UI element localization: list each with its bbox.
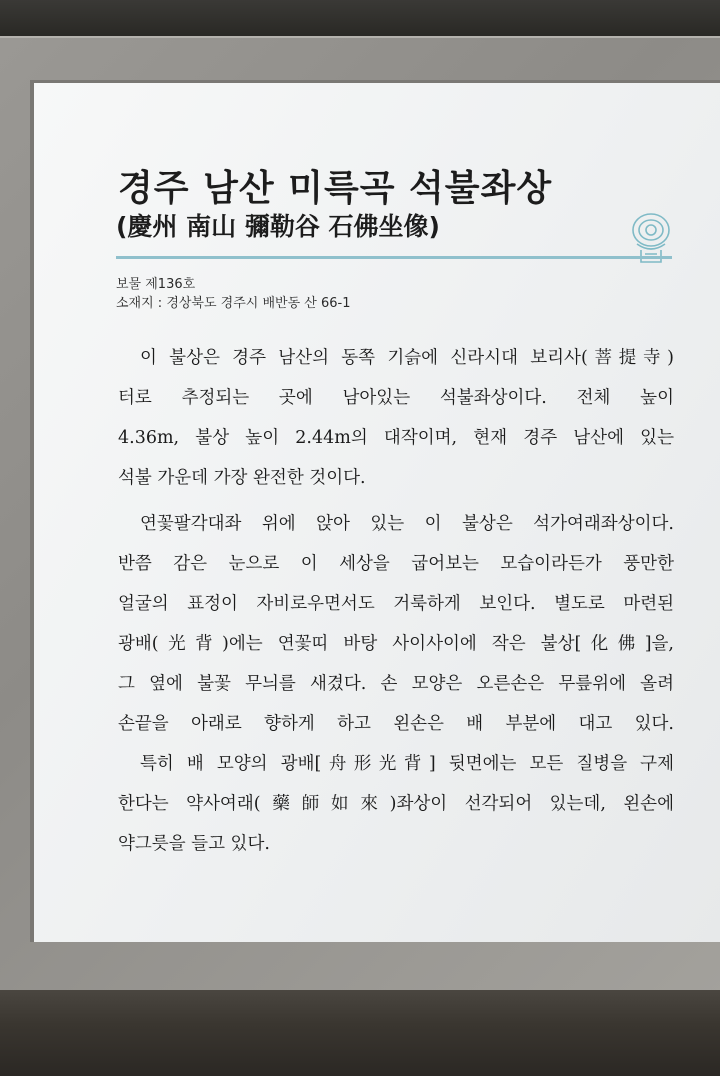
sign-subtitle: (慶州 南山 彌勒谷 石佛坐像) [116,212,440,241]
stone-ground [0,990,720,1076]
body-line: 연꽃팔각대좌 위에 앉아 있는 이 불상은 석가여래좌상이다. [140,514,674,534]
designation-text: 보물 제136호 [116,277,196,292]
body-line: 이 불상은 경주 남산의 동쪽 기슭에 신라시대 보리사(菩提寺) [140,348,674,368]
body-line: 그 옆에 불꽃 무늬를 새겼다. 손 모양은 오른손은 무릎위에 올려 [118,674,674,694]
body-line: 4.36m, 불상 높이 2.44m의 대작이며, 현재 경주 남산에 있는 [118,428,674,448]
body-line: 특히 배 모양의 광배[舟形光背] 뒷면에는 모든 질병을 구제 [140,754,674,774]
body-line: 손끝을 아래로 향하게 하고 왼손은 배 부분에 대고 있다. [118,714,674,734]
body-line: 한다는 약사여래(藥師如來)좌상이 선각되어 있는데, 왼손에 [118,794,674,814]
heritage-emblem-icon [628,208,674,268]
body-line: 터로 추정되는 곳에 남아있는 석불좌상이다. 전체 높이 [118,388,674,408]
body-line: 광배(光背)에는 연꽃띠 바탕 사이사이에 작은 불상[化佛]을, [118,634,674,654]
location-text: 소재지 : 경상북도 경주시 배반동 산 66-1 [116,296,351,311]
title-divider [116,256,672,259]
body-line: 얼굴의 표정이 자비로우면서도 거룩하게 보인다. 별도로 마련된 [118,594,674,614]
body-line: 약그릇을 들고 있다. [118,834,270,854]
body-line: 반쯤 감은 눈으로 이 세상을 굽어보는 모습이라든가 풍만한 [118,554,674,574]
body-line: 석불 가운데 가장 완전한 것이다. [118,468,366,488]
sign-title: 경주 남산 미륵곡 석불좌상 [118,168,553,209]
description-body [118,338,674,864]
